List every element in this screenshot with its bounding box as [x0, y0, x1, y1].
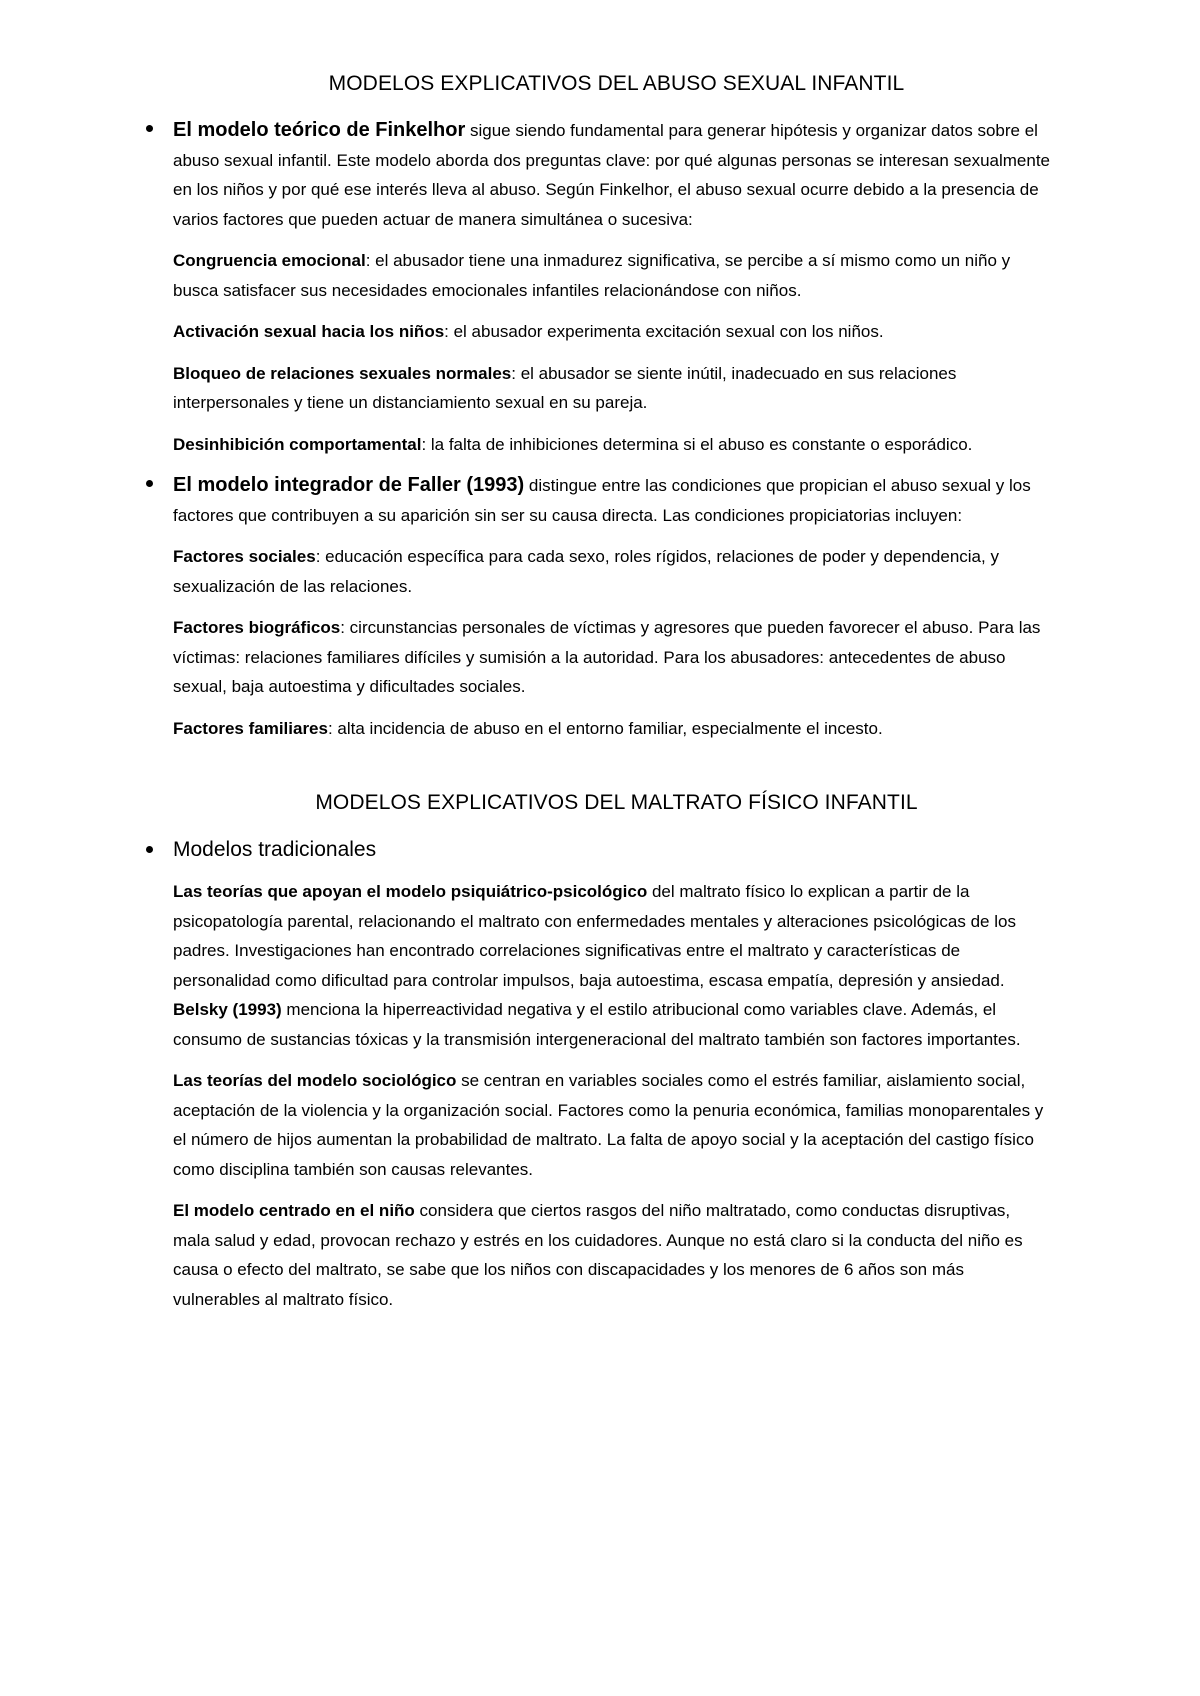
- factor-label: Factores biográficos: [173, 618, 341, 637]
- sociological-paragraph: [173, 1066, 1050, 1184]
- faller-text: distingue entre las condiciones que propician el abuso sexual y los factores que contribuyen a su aparición sin ser su causa directa. Las condiciones propiciatorias incluyen:: [173, 476, 1031, 525]
- factor-text: : alta incidencia de abuso en el entorno familiar, especialmente el incesto.: [327, 718, 883, 738]
- factor-biograficos: [173, 613, 1050, 702]
- factor-text: : circunstancias personales de víctimas y agresores que pueden favorecer el abuso. Para las víctimas: relaciones familiares difíciles y sumisión a la autoridad. Para los abusadores: antecedentes de abuso sexual, baja autoestima y dificultades sociales.: [173, 618, 1041, 696]
- sociological-heading: Las teorías del modelo sociológico: [173, 1071, 457, 1090]
- child-text: considera que ciertos rasgos del niño maltratado, como conductas disruptivas, mala salud y edad, provocan rechazo y estrés en los cuidadores. Aunque no está claro si la conducta del niño es causa o efecto del maltrato, se sabe que los niños con discapacidades y los menores de 6 años son más vulnerables al maltrato físico.: [173, 1201, 1023, 1309]
- section-title-abuso-sexual: MODELOS EXPLICATIVOS DEL ABUSO SEXUAL INFANTIL: [328, 72, 905, 95]
- belsky-citation: Belsky (1993): [173, 1000, 282, 1019]
- factor-label: Factores sociales: [173, 547, 316, 566]
- factor-desinhibicion: [173, 430, 1050, 460]
- factor-text: : el abusador se siente inútil, inadecuado en sus relaciones interpersonales y tiene un distanciamiento sexual en su pareja.: [173, 363, 957, 412]
- factor-text: : la falta de inhibiciones determina si el abuso es constante o esporádico.: [421, 434, 973, 454]
- bullet-faller: [173, 471, 1050, 530]
- subtitle-modelos-tradicionales: Modelos tradicionales: [173, 838, 377, 861]
- factor-bloqueo: [173, 359, 1050, 418]
- psychiatric-heading: Las teorías que apoyan el modelo psiquiátrico-psicológico: [173, 882, 648, 901]
- section-title-maltrato-fisico: MODELOS EXPLICATIVOS DEL MALTRATO FÍSICO INFANTIL: [315, 791, 918, 814]
- factor-label: Desinhibición comportamental: [173, 434, 422, 454]
- faller-heading: El modelo integrador de Faller (1993): [173, 474, 525, 496]
- faller-paragraph: [173, 471, 1050, 530]
- factor-label: Bloqueo de relaciones sexuales normales: [173, 363, 512, 383]
- bullet-finkelhor: [173, 116, 1050, 234]
- factor-label: Factores familiares: [173, 718, 328, 738]
- factor-familiares: [173, 714, 1050, 744]
- bullet-icon: [146, 846, 153, 853]
- factor-label: Congruencia emocional: [173, 251, 366, 270]
- finkelhor-text: sigue siendo fundamental para generar hipótesis y organizar datos sobre el abuso sexual infantil. Este modelo aborda dos preguntas clave: por qué algunas personas se interesan sexualmente en los niños y por qué ese interés lleva al abuso. Según Finkelhor, el abuso sexual ocurre debido a la presencia de varios factores que pueden actuar de manera simultánea o sucesiva:: [173, 121, 1051, 229]
- bullet-icon: [146, 125, 153, 132]
- psychiatric-text: del maltrato físico lo explican a partir de la psicopatología parental, relacionando el maltrato con enfermedades mentales y alteraciones psicológicas de los padres. Investigaciones han encontrado correlaciones significativas entre el maltrato y características de personalidad como dificultad para controlar impulsos, baja autoestima, escasa empatía, depresión y ansiedad.: [173, 882, 1016, 990]
- bullet-modelos-tradicionales: [173, 835, 1050, 865]
- factor-congruencia: [173, 246, 1050, 305]
- psychiatric-text-2: menciona la hiperreactividad negativa y el estilo atribucional como variables clave. Además, el consumo de sustancias tóxicas y la transmisión intergeneracional del maltrato también son factores importantes.: [173, 1000, 1021, 1049]
- finkelhor-heading: El modelo teórico de Finkelhor: [173, 119, 466, 141]
- factor-sociales: [173, 542, 1050, 601]
- factor-activacion: [173, 317, 1050, 347]
- child-heading: El modelo centrado en el niño: [173, 1201, 415, 1220]
- factor-text: : educación específica para cada sexo, roles rígidos, relaciones de poder y dependencia, y sexualización de las relaciones.: [173, 547, 999, 596]
- factor-text: : el abusador experimenta excitación sexual con los niños.: [444, 322, 884, 341]
- sociological-text: se centran en variables sociales como el estrés familiar, aislamiento social, aceptación de la violencia y la organización social. Factores como la penuria económica, familias monoparentales y el número de hijos aumentan la probabilidad de maltrato. La falta de apoyo social y la aceptación del castigo físico como disciplina también son causas relevantes.: [173, 1071, 1044, 1179]
- factor-text: : el abusador tiene una inmadurez significativa, se percibe a sí mismo como un niño y busca satisfacer sus necesidades emocionales infantiles relacionándose con niños.: [173, 251, 1011, 300]
- finkelhor-paragraph: [173, 116, 1050, 234]
- psychiatric-paragraph: [173, 877, 1050, 1054]
- bullet-icon: [146, 480, 153, 487]
- child-paragraph: [173, 1196, 1050, 1314]
- factor-label: Activación sexual hacia los niños: [173, 322, 445, 341]
